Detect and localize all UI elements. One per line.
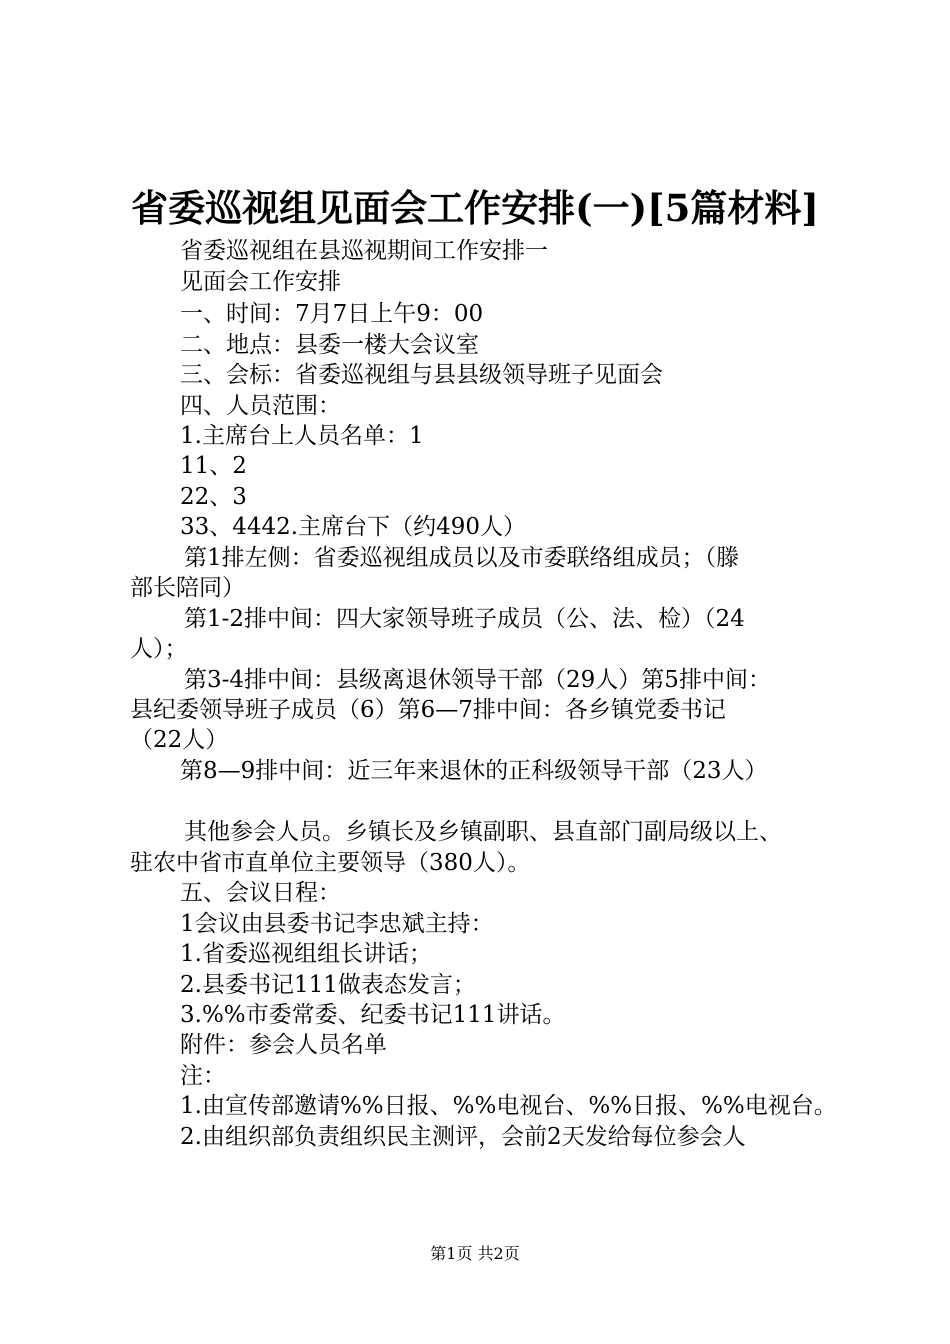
paragraph-line: 见面会工作安排 bbox=[180, 269, 341, 295]
paragraph-line: 人）； bbox=[130, 636, 188, 662]
paragraph-line: （22人） bbox=[130, 727, 229, 753]
paragraph-line: 三、会标：省委巡视组与县县级领导班子见面会 bbox=[180, 362, 663, 388]
paragraph-line: 2.县委书记111做表态发言； bbox=[180, 972, 476, 998]
paragraph-line: 省委巡视组在县巡视期间工作安排一 bbox=[180, 238, 548, 264]
paragraph-line: 33、4442.主席台下（约490人） bbox=[180, 514, 527, 540]
paragraph-line: 一、时间：7月7日上午9：00 bbox=[180, 301, 484, 327]
paragraph-line: 第3-4排中间：县级离退休领导干部（29人）第5排中间： bbox=[184, 667, 771, 693]
paragraph-line: 第1-2排中间：四大家领导班子成员（公、法、检）（24 bbox=[184, 606, 745, 632]
paragraph-line: 驻农中省市直单位主要领导（380人）。 bbox=[130, 850, 531, 876]
paragraph-line: 县纪委领导班子成员（6）第6—7排中间：各乡镇党委书记 bbox=[130, 697, 726, 723]
paragraph-line: 注： bbox=[180, 1063, 226, 1089]
paragraph-line: 1.主席台上人员名单：1 bbox=[180, 423, 424, 449]
paragraph-line: 1.省委巡视组组长讲话； bbox=[180, 941, 432, 967]
paragraph-line: 2.由组织部负责组织民主测评，会前2天发给每位参会人 bbox=[180, 1124, 746, 1150]
paragraph-line: 1.由宣传部邀请%%日报、%%电视台、%%日报、%%电视台。 bbox=[180, 1093, 837, 1119]
page-footer: 第1页 共2页 bbox=[430, 1244, 520, 1263]
document-title: 省委巡视组见面会工作安排(一)[5篇材料] bbox=[131, 186, 819, 230]
paragraph-line: 二、地点：县委一楼大会议室 bbox=[180, 332, 479, 358]
paragraph-line: 11、2 bbox=[180, 453, 247, 479]
paragraph-line: 22、3 bbox=[180, 484, 247, 510]
paragraph-line: 附件：参会人员名单 bbox=[180, 1032, 387, 1058]
paragraph-line: 3.%%市委常委、纪委书记111讲话。 bbox=[180, 1002, 566, 1028]
paragraph-line: 五、会议日程： bbox=[180, 880, 341, 906]
paragraph-line: 1会议由县委书记李忠斌主持： bbox=[180, 911, 494, 937]
paragraph-line: 第8—9排中间：近三年来退休的正科级领导干部（23人） bbox=[180, 758, 768, 784]
paragraph-line: 部长陪同） bbox=[130, 575, 245, 601]
paragraph-line: 其他参会人员。乡镇长及乡镇副职、县直部门副局级以上、 bbox=[184, 819, 782, 845]
paragraph-line: 第1排左侧：省委巡视组成员以及市委联络组成员；（滕 bbox=[184, 545, 740, 571]
paragraph-line: 四、人员范围： bbox=[180, 393, 341, 419]
